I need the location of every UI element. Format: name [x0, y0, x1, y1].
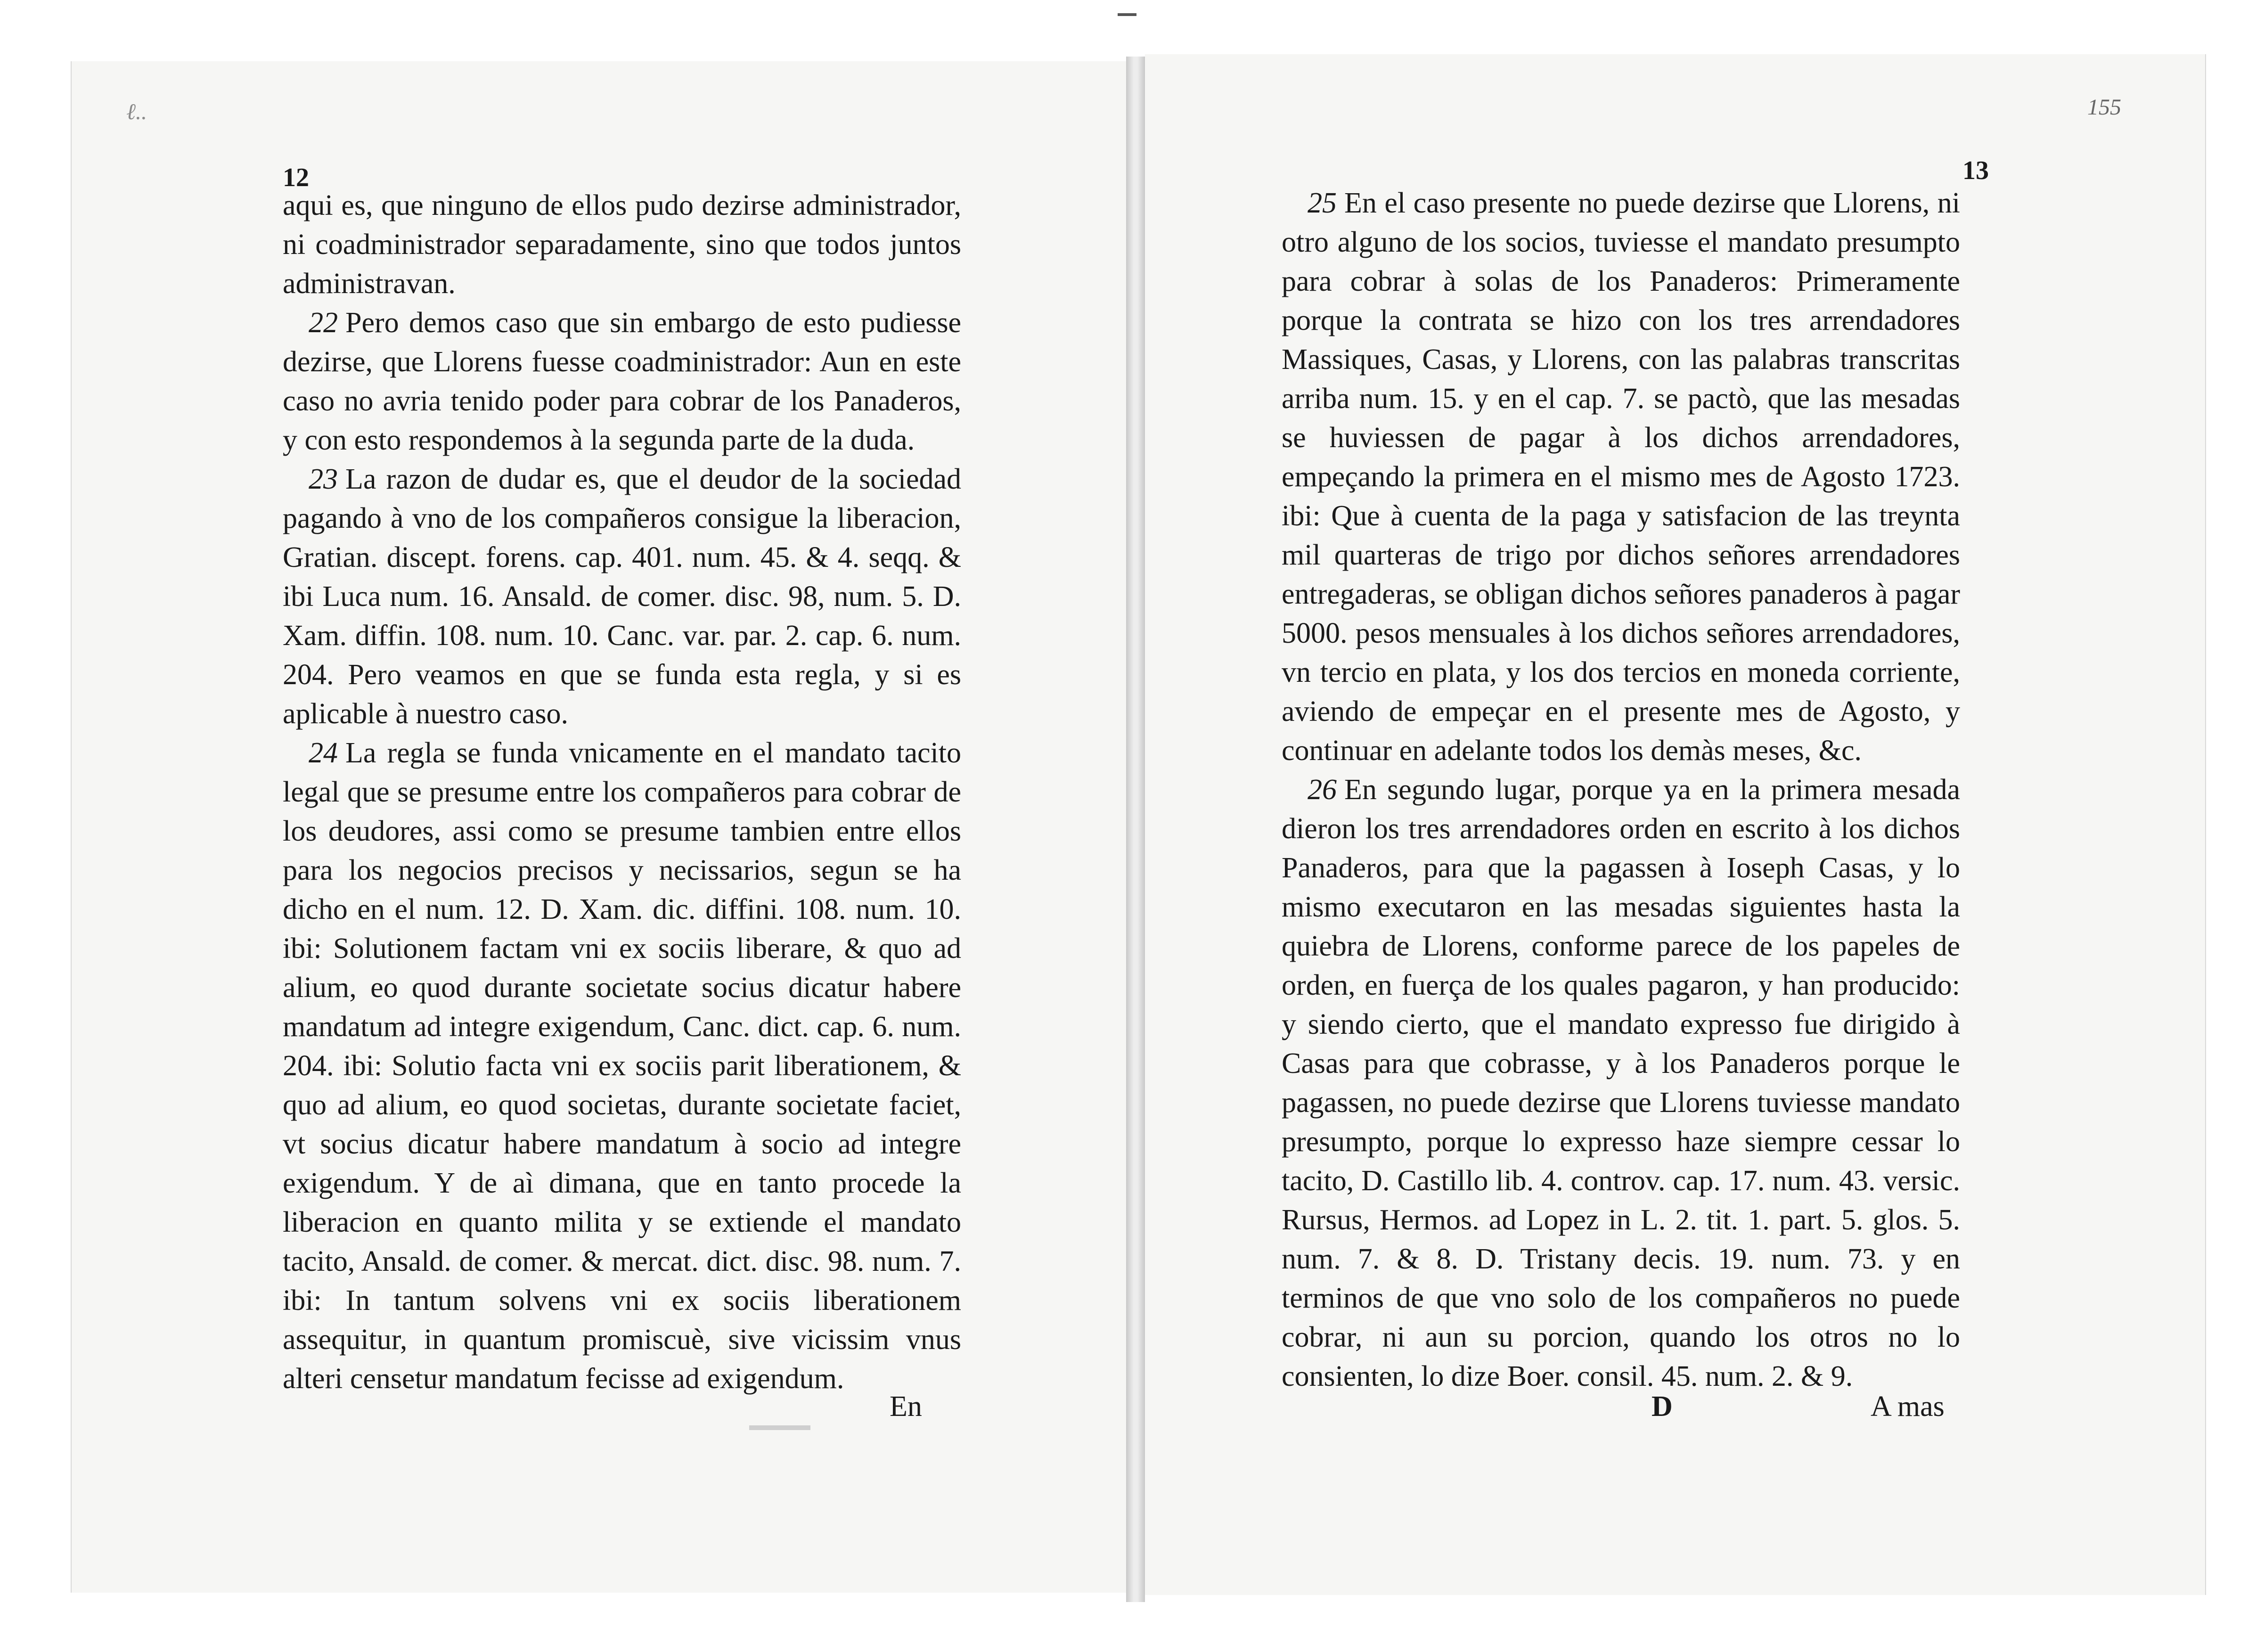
right-catchword: A mas [1871, 1390, 1945, 1423]
right-page-number: 13 [1962, 156, 1989, 185]
paragraph [1282, 184, 1960, 770]
paragraph [283, 303, 961, 460]
paragraph-number: 23 [309, 463, 338, 495]
left-margin-mark: ℓ.. [126, 99, 147, 124]
paragraph-text: La regla se funda vnicamente en el mandato tacito legal que se presume entre los compañeros para cobrar de los deudores, assi como se presume tambien entre ellos para los negocios precisos y necissarios, segun se ha dicho en el num. 12. D. Xam. dic. diffini. 108. num. 10. ibi: Solutionem factam vni ex sociis liberare, & quo ad alium, eo quod durante societate socius dicatur habere mandatum ad integre exigendum, Canc. dict. cap. 6. num. 204. ibi: Solutio facta vni ex sociis parit liberationem, & quo ad alium, eo quod societas, durante societate faciet, vt socius dicatur habere mandatum à socio ad integre exigendum. Y de aì dimana, que en tanto procede la liberacion en quanto milita y se extiende el mandato tacito, Ansald. de comer. & mercat. dict. disc. 98. num. 7. ibi: In tantum solvens vni ex sociis liberationem assequitur, in quantum promiscuè, sive vicissim vnus alteri censetur mandatum fecisse ad exigendum. [283, 737, 961, 1395]
paragraph [1282, 770, 1960, 1396]
signature-mark: D [1651, 1390, 1673, 1423]
paragraph-number: 26 [1308, 774, 1337, 806]
left-body-text [283, 186, 961, 1398]
paragraph [283, 734, 961, 1398]
paragraph [283, 460, 961, 734]
paragraph-text: En el caso presente no puede dezirse que Llorens, ni otro alguno de los socios, tuviesse el mandato presumpto para cobrar à solas de los Panaderos: Primeramente porque la contrata se hizo con los tres arrendadores Massiques, Casas, y Llorens, con las palabras transcritas arriba num. 15. y en el cap. 7. se pactò, que las mesadas se huviessen de pagar à los dichos arrendadores, empeçando la primera en el mismo mes de Agosto 1723. ibi: Que à cuenta de la paga y satisfacion de las treynta mil quarteras de trigo por dichos señores arrendadores entregaderas, se obligan dichos señores panaderos à pagar 5000. pesos mensuales à los dichos señores arrendadores, vn tercio en plata, y los dos tercios en moneda corriente, aviendo de empeçar en el presente mes de Agosto, y continuar en adelante todos los demàs meses, &c. [1282, 187, 1960, 767]
paragraph-number: 22 [309, 307, 338, 339]
paragraph-number: 24 [309, 737, 338, 769]
top-edge-mark [1118, 13, 1136, 16]
book-gutter [1126, 57, 1145, 1602]
right-folio-number: 155 [2087, 95, 2121, 120]
printer-ornament [749, 1425, 810, 1430]
paragraph [283, 186, 961, 303]
paragraph-text: Pero demos caso que sin embargo de esto pudiesse dezirse, que Llorens fuesse coadministrador: Aun en este caso no avria tenido poder para cobrar de los Panaderos, y con esto respondemos à la segunda parte de la duda. [283, 307, 961, 456]
paragraph-text: La razon de dudar es, que el deudor de la sociedad pagando à vno de los compañeros consigue la liberacion, Gratian. discept. forens. cap. 401. num. 45. & 4. seqq. & ibi Luca num. 16. Ansald. de comer. disc. 98, num. 5. D. Xam. diffin. 108. num. 10. Canc. var. par. 2. cap. 6. num. 204. Pero veamos en que se funda esta regla, y si es aplicable à nuestro caso. [283, 463, 961, 730]
paragraph-text: aqui es, que ninguno de ellos pudo dezirse administrador, ni coadministrador separadamente, sino que todos juntos administravan. [283, 189, 961, 300]
right-body-text [1282, 184, 1960, 1396]
left-page-number: 12 [283, 163, 309, 192]
paragraph-text: En segundo lugar, porque ya en la primera mesada dieron los tres arrendadores orden en escrito à los dichos Panaderos, para que la pagassen à Ioseph Casas, y lo mismo executaron en las mesadas siguientes hasta la quiebra de Llorens, conforme parece de los papeles de orden, en fuerça de los quales pagaron, y han producido: y siendo cierto, que el mandato expresso fue dirigido à Casas para que cobrasse, y à los Panaderos porque le pagassen, no puede dezirse que Llorens tuviesse mandato presumpto, porque lo expresso haze siempre cessar lo tacito, D. Castillo lib. 4. controv. cap. 17. num. 43. versic. Rursus, Hermos. ad Lopez in L. 2. tit. 1. part. 5. glos. 5. num. 7. & 8. D. Tristany decis. 19. num. 73. y en terminos de que vno solo de los compañeros no puede cobrar, ni aun su porcion, quando los otros no lo consienten, lo dize Boer. consil. 45. num. 2. & 9. [1282, 774, 1960, 1392]
paragraph-number: 25 [1308, 187, 1337, 219]
left-catchword: En [890, 1390, 922, 1423]
